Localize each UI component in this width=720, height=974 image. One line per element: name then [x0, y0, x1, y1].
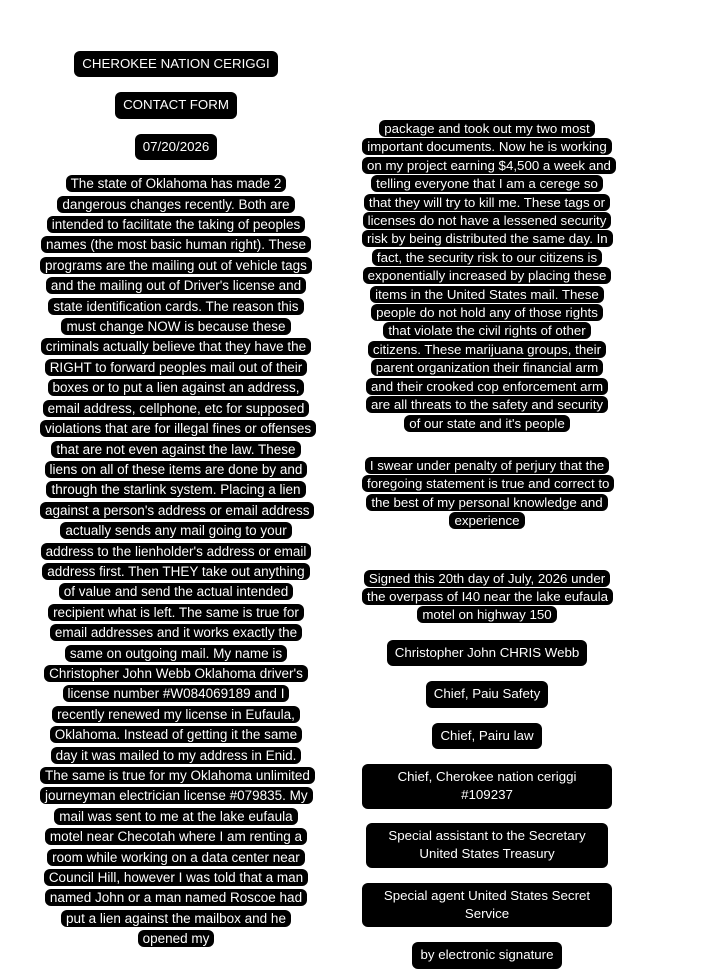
perjury-oath-text: I swear under penalty of perjury that the foregoing statement is true and correct to the best of my personal knowledge and experience: [362, 457, 614, 529]
signed-statement: [362, 570, 612, 625]
signer-title-paiu-safety: Chief, Paiu Safety: [426, 681, 548, 707]
statement-part-1: [40, 174, 312, 949]
statement-part-2: [362, 120, 612, 433]
perjury-oath: [362, 457, 612, 531]
form-date: 07/20/2026: [135, 134, 218, 160]
electronic-signature-note: by electronic signature: [412, 942, 561, 968]
signer-title-treasury: Special assistant to the Secretary United States Treasury: [366, 823, 608, 868]
signed-statement-text: Signed this 20th day of July, 2026 under the overpass of I40 near the lake eufaula motel on highway 150: [362, 570, 613, 624]
signer-title-cherokee-nation: Chief, Cherokee nation ceriggi #109237: [362, 764, 612, 809]
statement-part-2-text: package and took out my two most important documents. Now he is working on my project earning $4,500 a week and telling everyone that I am a cerege so that they will try to kill me. These tags or licenses do not have a lessened security risk by being distributed the same day. In fact, the security risk to our citizens is exponentially increased by placing these items in the United States mail. These people do not hold any of those rights that violate the civil rights of other citizens. These marijuana groups, their parent organization their financial arm and their crooked cop enforcement arm are all threats to the safety and security of our state and it's people: [362, 120, 616, 432]
statement-part-1-text: The state of Oklahoma has made 2 dangerous changes recently. Both are intended to facilitate the taking of peoples names (the most basic human right). These programs are the mailing out of vehicle tags and the mailing out of Driver's license and state identification cards. The reason this must change NOW is because these criminals actually believe that they have the RIGHT to forward peoples mail out of their boxes or to put a lien against an address, email address, cellphone, etc for supposed violations that are for illegal fines or offenses that are not even against the law. These liens on all of these items are done by and through the starlink system. Placing a lien against a person's address or email address actually sends any mail going to your address to the lienholder's address or email address first. Then THEY take out anything of value and send the actual intended recipient what is left. The same is true for email addresses and it works exactly the same on outgoing mail. My name is Christopher John Webb Oklahoma driver's license number #W084069189 and I recently renewed my license in Eufaula, Oklahoma. Instead of getting it the same day it was mailed to my address in Enid. The same is true for my Oklahoma unlimited journeyman electrician license #079835. My mail was sent to me at the lake eufaula motel near Checotah where I am renting a room while working on a data center near Council Hill, however I was told that a man named John or a man named Roscoe had put a lien against the mailbox and he opened my: [40, 175, 316, 947]
signer-title-secret-service: Special agent United States Secret Service: [362, 883, 612, 928]
signer-title-pairu-law: Chief, Pairu law: [432, 723, 541, 749]
org-name: CHEROKEE NATION CERIGGI: [74, 51, 277, 77]
left-column: [40, 0, 312, 950]
form-title: CONTACT FORM: [115, 92, 237, 118]
signer-name: Christopher John CHRIS Webb: [387, 640, 588, 666]
right-column: [362, 0, 612, 969]
